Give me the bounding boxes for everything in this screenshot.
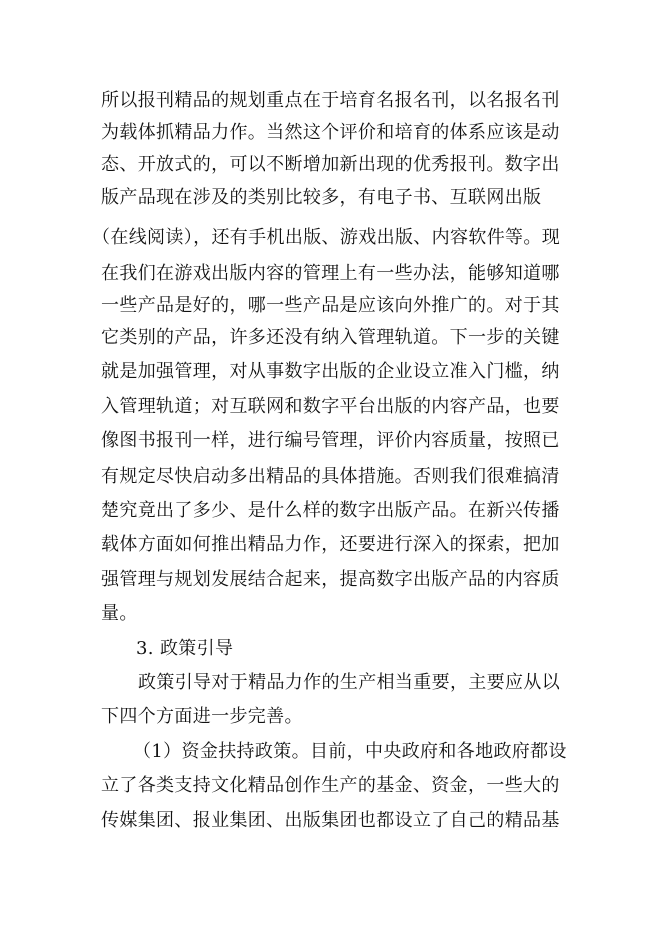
- text-line: 下四个方面进一步完善。: [101, 706, 303, 727]
- text-line: 就是加强管理，对从事数字出版的企业设立准入门槛，纳: [101, 361, 560, 382]
- text-line: 政策引导对于精品力作的生产相当重要，主要应从以: [138, 672, 561, 693]
- text-line: 所以报刊精品的规划重点在于培育名报名刊，以名报名刊: [101, 90, 560, 111]
- section-heading: 3. 政策引导: [136, 638, 234, 659]
- text-line: 入管理轨道；对互联网和数字平台出版的内容产品，也要: [101, 396, 560, 417]
- text-line: 态、开放式的，可以不断增加新出现的优秀报刊。数字出: [101, 154, 560, 175]
- text-line: 量。: [101, 603, 138, 624]
- text-line: 强管理与规划发展结合起来，提高数字出版产品的内容质: [101, 569, 560, 590]
- text-line: （在线阅读），还有手机出版、游戏出版、内容软件等。现: [92, 227, 561, 248]
- text-line: 一些产品是好的，哪一些产品是应该向外推广的。对于其: [101, 295, 560, 316]
- text-line: 版产品现在涉及的类别比较多，有电子书、互联网出版: [101, 187, 542, 208]
- text-line: 它类别的产品，许多还没有纳入管理轨道。下一步的关键: [101, 327, 560, 348]
- text-line: 在我们在游戏出版内容的管理上有一些办法，能够知道哪: [101, 263, 560, 284]
- text-line: 载体方面如何推出精品力作，还要进行深入的探索，把加: [101, 534, 560, 555]
- text-line: 楚究竟出了多少、是什么样的数字出版产品。在新兴传播: [101, 500, 560, 521]
- text-line: 立了各类支持文化精品创作生产的基金、资金，一些大的: [101, 775, 560, 796]
- text-line: 像图书报刊一样，进行编号管理，评价内容质量，按照已: [101, 430, 560, 451]
- text-line: 为载体抓精品力作。当然这个评价和培育的体系应该是动: [101, 122, 560, 143]
- text-line: （1）资金扶持政策。目前，中央政府和各地政府都设: [133, 741, 567, 762]
- text-line: 传媒集团、报业集团、出版集团也都设立了自己的精品基: [101, 810, 560, 831]
- text-line: 有规定尽快启动多出精品的具体措施。否则我们很难搞清: [101, 466, 560, 487]
